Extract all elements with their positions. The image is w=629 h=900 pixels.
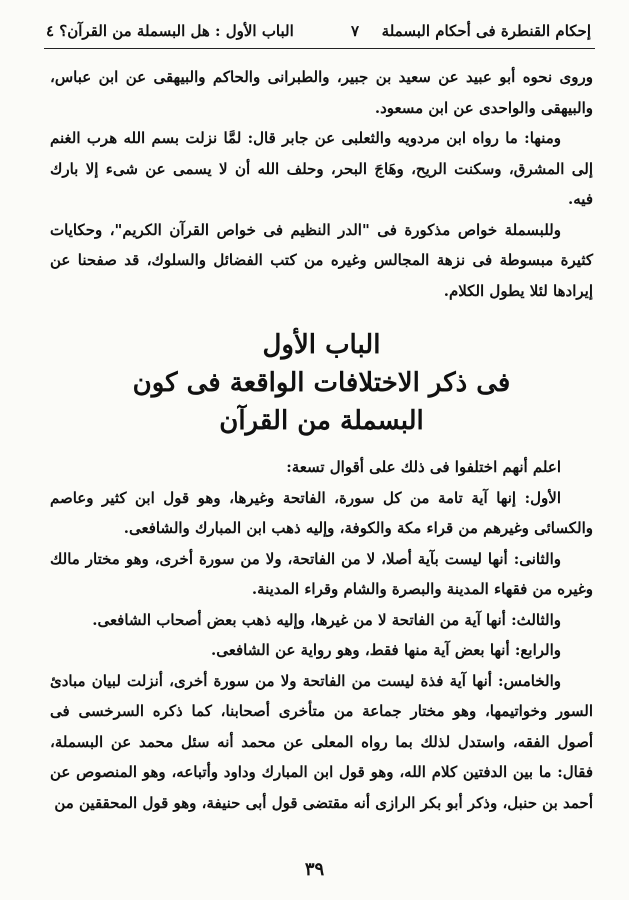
chapter-heading-line: البسملة من القرآن [219, 406, 424, 436]
list-item: والثالث: أنها آية من الفاتحة لا من غيرها، وإليه ذهب بعض أصحاب الشافعى. [92, 610, 561, 629]
list-item: والخامس: أنها آية فذة ليست من الفاتحة ولا من سورة أخرى، أنزلت لبيان مبادئ السور وخواتيمها، وهو مختار جماعة من متأخرى أصحابنا، كما ذكره السرخسى فى أصول الفقه، واستدل لذلك بما رواه المعلى عن محمد أنه سئل محمد عن البسملة، فقال: ما بين الدفتين كلام الله، وهو قول ابن المبارك وداود وأتباعه، وهو المنصوص عن أحمد بن حنبل، وذكر أبو بكر الرازى أنه مقتضى قول أبى حنيفة، وهو قول المحققين من [50, 671, 593, 812]
list-item: الأول: إنها آية تامة من كل سورة، الفاتحة وغيرها، وهو قول ابن كثير وعاصم والكسائى وغيرهم من قراء مكة والكوفة، وإليه ذهب ابن المبارك والشافعى. [50, 488, 593, 537]
header-chapter-title: الباب الأول : هل البسملة من القرآن؟ ٤ [46, 22, 294, 40]
paragraph: وللبسملة خواص مذكورة فى "الدر النظيم فى خواص القرآن الكريم"، وحكايات كثيرة مبسوطة فى نزهة المجالس وغيره من كتب الفضائل والسلوك، قد صفحنا عن إيرادها لئلا يطول الكلام. [50, 220, 593, 300]
page-number: ٣٩ [304, 859, 325, 880]
list-item: والثانى: أنها ليست بآية أصلا، لا من الفاتحة، ولا من سورة أخرى، وهو مختار مالك وغيره من فقهاء المدينة والبصرة والشام وقراء المدينة. [50, 549, 593, 598]
header-divider [44, 48, 595, 49]
chapter-heading-line: الباب الأول [262, 330, 381, 360]
chapter-heading [50, 326, 593, 440]
paragraph: ومنها: ما رواه ابن مردويه والثعلبى عن جابر قال: لمَّا نزلت بسم الله هرب الغنم إلى المشرق، وسكنت الريح، وهَاجَ البحر، وحلف الله أن لا يسمى عن شىء إلا بارك فيه. [50, 129, 593, 208]
running-header [46, 18, 591, 44]
paragraph: اعلم أنهم اختلفوا فى ذلك على أقوال تسعة: [286, 458, 561, 476]
list-item: والرابع: أنها بعض آية منها فقط، وهو رواية عن الشافعى. [211, 641, 561, 659]
header-page-ref: ٧ [350, 22, 359, 40]
chapter-heading-line: فى ذكر الاختلافات الواقعة فى كون [132, 368, 511, 398]
header-book-title: إحكام القنطرة فى أحكام البسملة [381, 22, 591, 40]
opinions-list [50, 452, 593, 818]
page-body [50, 62, 593, 818]
paragraph: وروى نحوه أبو عبيد عن سعيد بن جبير، والطبرانى والحاكم والبيهقى عن ابن عباس، والبيهقى والواحدى عن ابن مسعود. [50, 68, 593, 117]
